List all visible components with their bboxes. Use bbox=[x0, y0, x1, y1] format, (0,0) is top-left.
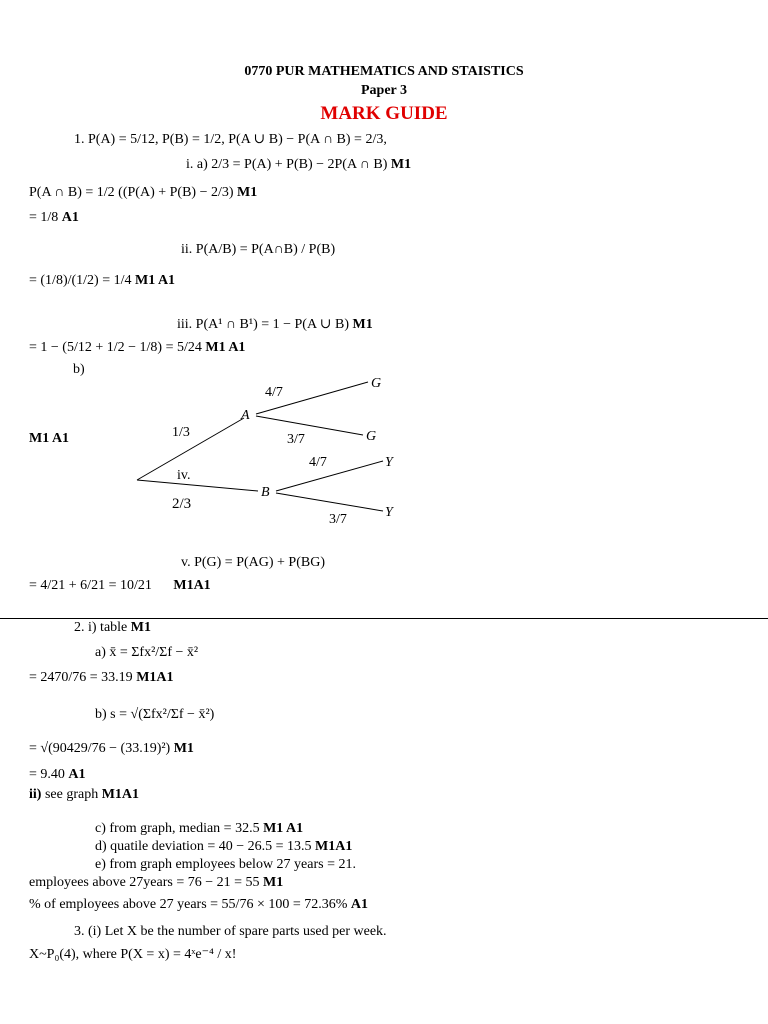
q2-b-answer-mark: A1 bbox=[68, 767, 86, 782]
q2-c-text: c) from graph, median = 32.5 bbox=[95, 821, 260, 836]
q2-i-text: 2. i) table bbox=[74, 620, 128, 635]
prob-a: 1/3 bbox=[172, 425, 190, 440]
paper-label: Paper 3 bbox=[360, 83, 407, 98]
q2-ii-text: see graph bbox=[44, 787, 99, 802]
node-y1: Y bbox=[385, 455, 393, 470]
q2-d bbox=[95, 839, 352, 855]
node-g1: G bbox=[371, 376, 382, 391]
q2-b-work-mark: M1 bbox=[173, 741, 194, 756]
prob-b: 2/3 bbox=[172, 496, 192, 512]
prob-b-y2: 3/7 bbox=[329, 512, 347, 527]
q2-a-answer bbox=[29, 670, 174, 686]
q3-distribution: X~P₀(4), where P(X = x) = 4ˣe⁻⁴ / x! bbox=[29, 947, 237, 962]
q1-iii-text: iii. P(A¹ ∩ B¹) = 1 − P(A ∪ B) bbox=[177, 317, 350, 332]
q2-e: e) from graph employees below 27 years = 21. bbox=[95, 857, 356, 872]
branch-b-y1 bbox=[276, 461, 383, 491]
q2-d-text: d) quatile deviation = 40 − 26.5 = 13.5 bbox=[95, 839, 312, 854]
q2-b-work-text: = √(90429/76 − (33.19)²) bbox=[29, 741, 171, 756]
q2-ii bbox=[29, 787, 139, 803]
q2-c bbox=[95, 821, 303, 837]
q1-i-a-mark: M1 bbox=[390, 157, 412, 172]
prob-b-y1: 4/7 bbox=[309, 455, 327, 470]
q1-ii: ii. P(A/B) = P(A∩B) / P(B) bbox=[181, 242, 336, 257]
branch-a-g2 bbox=[256, 416, 363, 435]
q2-e3-text: % of employees above 27 years = 55/76 × 100 = 72.36% bbox=[29, 897, 348, 912]
q1-iii-answer-text: = 1 − (5/12 + 1/2 − 1/8) = 5/24 bbox=[29, 340, 202, 355]
q1-v-mark: M1A1 bbox=[173, 578, 211, 593]
q1-i-answer-mark: A1 bbox=[61, 210, 79, 225]
q1-ii-answer-text: = (1/8)/(1/2) = 1/4 bbox=[29, 273, 132, 288]
q2-a-mark: M1A1 bbox=[136, 670, 174, 685]
q1-v-answer-text: = 4/21 + 6/21 = 10/21 bbox=[29, 578, 152, 593]
q1-iii-answer-mark: M1 A1 bbox=[205, 340, 246, 355]
q1-given: 1. P(A) = 5/12, P(B) = 1/2, P(A ∪ B) − P(A ∩ B) = 2/3, bbox=[74, 132, 387, 147]
page-title: MARK GUIDE bbox=[320, 103, 448, 124]
q1-b-label: b) bbox=[73, 362, 85, 377]
q2-a: a) x̄ = Σfx²/Σf − x̄² bbox=[95, 645, 199, 660]
q2-e2-text: employees above 27years = 76 − 21 = 55 bbox=[29, 875, 260, 890]
q1-iii-mark: M1 bbox=[352, 317, 373, 332]
q2-ii-label: ii) bbox=[29, 787, 42, 802]
branch-root-a bbox=[137, 418, 244, 480]
q1-i-work-text: P(A ∩ B) = 1/2 ((P(A) + P(B) − 2/3) bbox=[29, 185, 234, 200]
q3-i: 3. (i) Let X be the number of spare parts used per week. bbox=[74, 924, 387, 939]
section-divider bbox=[0, 618, 768, 619]
node-b: B bbox=[261, 485, 270, 500]
course-title: 0770 PUR MATHEMATICS AND STAISTICS bbox=[244, 64, 524, 79]
q2-b-answer-text: = 9.40 bbox=[29, 767, 65, 782]
prob-a-g2: 3/7 bbox=[287, 432, 305, 447]
q2-i bbox=[74, 620, 151, 636]
q1-v-answer bbox=[29, 578, 211, 594]
q1-v: v. P(G) = P(AG) + P(BG) bbox=[181, 555, 325, 570]
q1-i-work-mark: M1 bbox=[237, 185, 258, 200]
q1-i-a-text: i. a) 2/3 = P(A) + P(B) − 2P(A ∩ B) bbox=[186, 157, 388, 172]
tree-mark: M1 A1 bbox=[29, 431, 70, 446]
q2-a-answer-text: = 2470/76 = 33.19 bbox=[29, 670, 133, 685]
branch-root-b bbox=[137, 480, 258, 491]
q2-e3-mark: A1 bbox=[350, 897, 369, 912]
q1-i-answer-text: = 1/8 bbox=[29, 210, 59, 225]
node-g2: G bbox=[366, 429, 377, 444]
node-y2: Y bbox=[385, 505, 393, 520]
q2-b-answer bbox=[29, 767, 86, 783]
q2-ii-mark: M1A1 bbox=[101, 787, 140, 802]
q2-b-work bbox=[29, 741, 194, 757]
q2-e2-mark: M1 bbox=[263, 875, 284, 890]
q2-i-mark: M1 bbox=[130, 620, 151, 635]
q2-d-mark: M1A1 bbox=[315, 839, 353, 854]
q2-e2 bbox=[29, 875, 283, 891]
prob-a-g1: 4/7 bbox=[265, 385, 283, 400]
branch-b-y2 bbox=[276, 493, 383, 511]
tree-iv-label: iv. bbox=[177, 468, 191, 483]
q2-c-mark: M1 A1 bbox=[263, 821, 304, 836]
q2-e3 bbox=[29, 897, 368, 913]
q2-b: b) s = √(Σfx²/Σf − x̄²) bbox=[95, 707, 215, 722]
node-a: A bbox=[241, 408, 250, 423]
q1-ii-mark: M1 A1 bbox=[135, 273, 176, 288]
